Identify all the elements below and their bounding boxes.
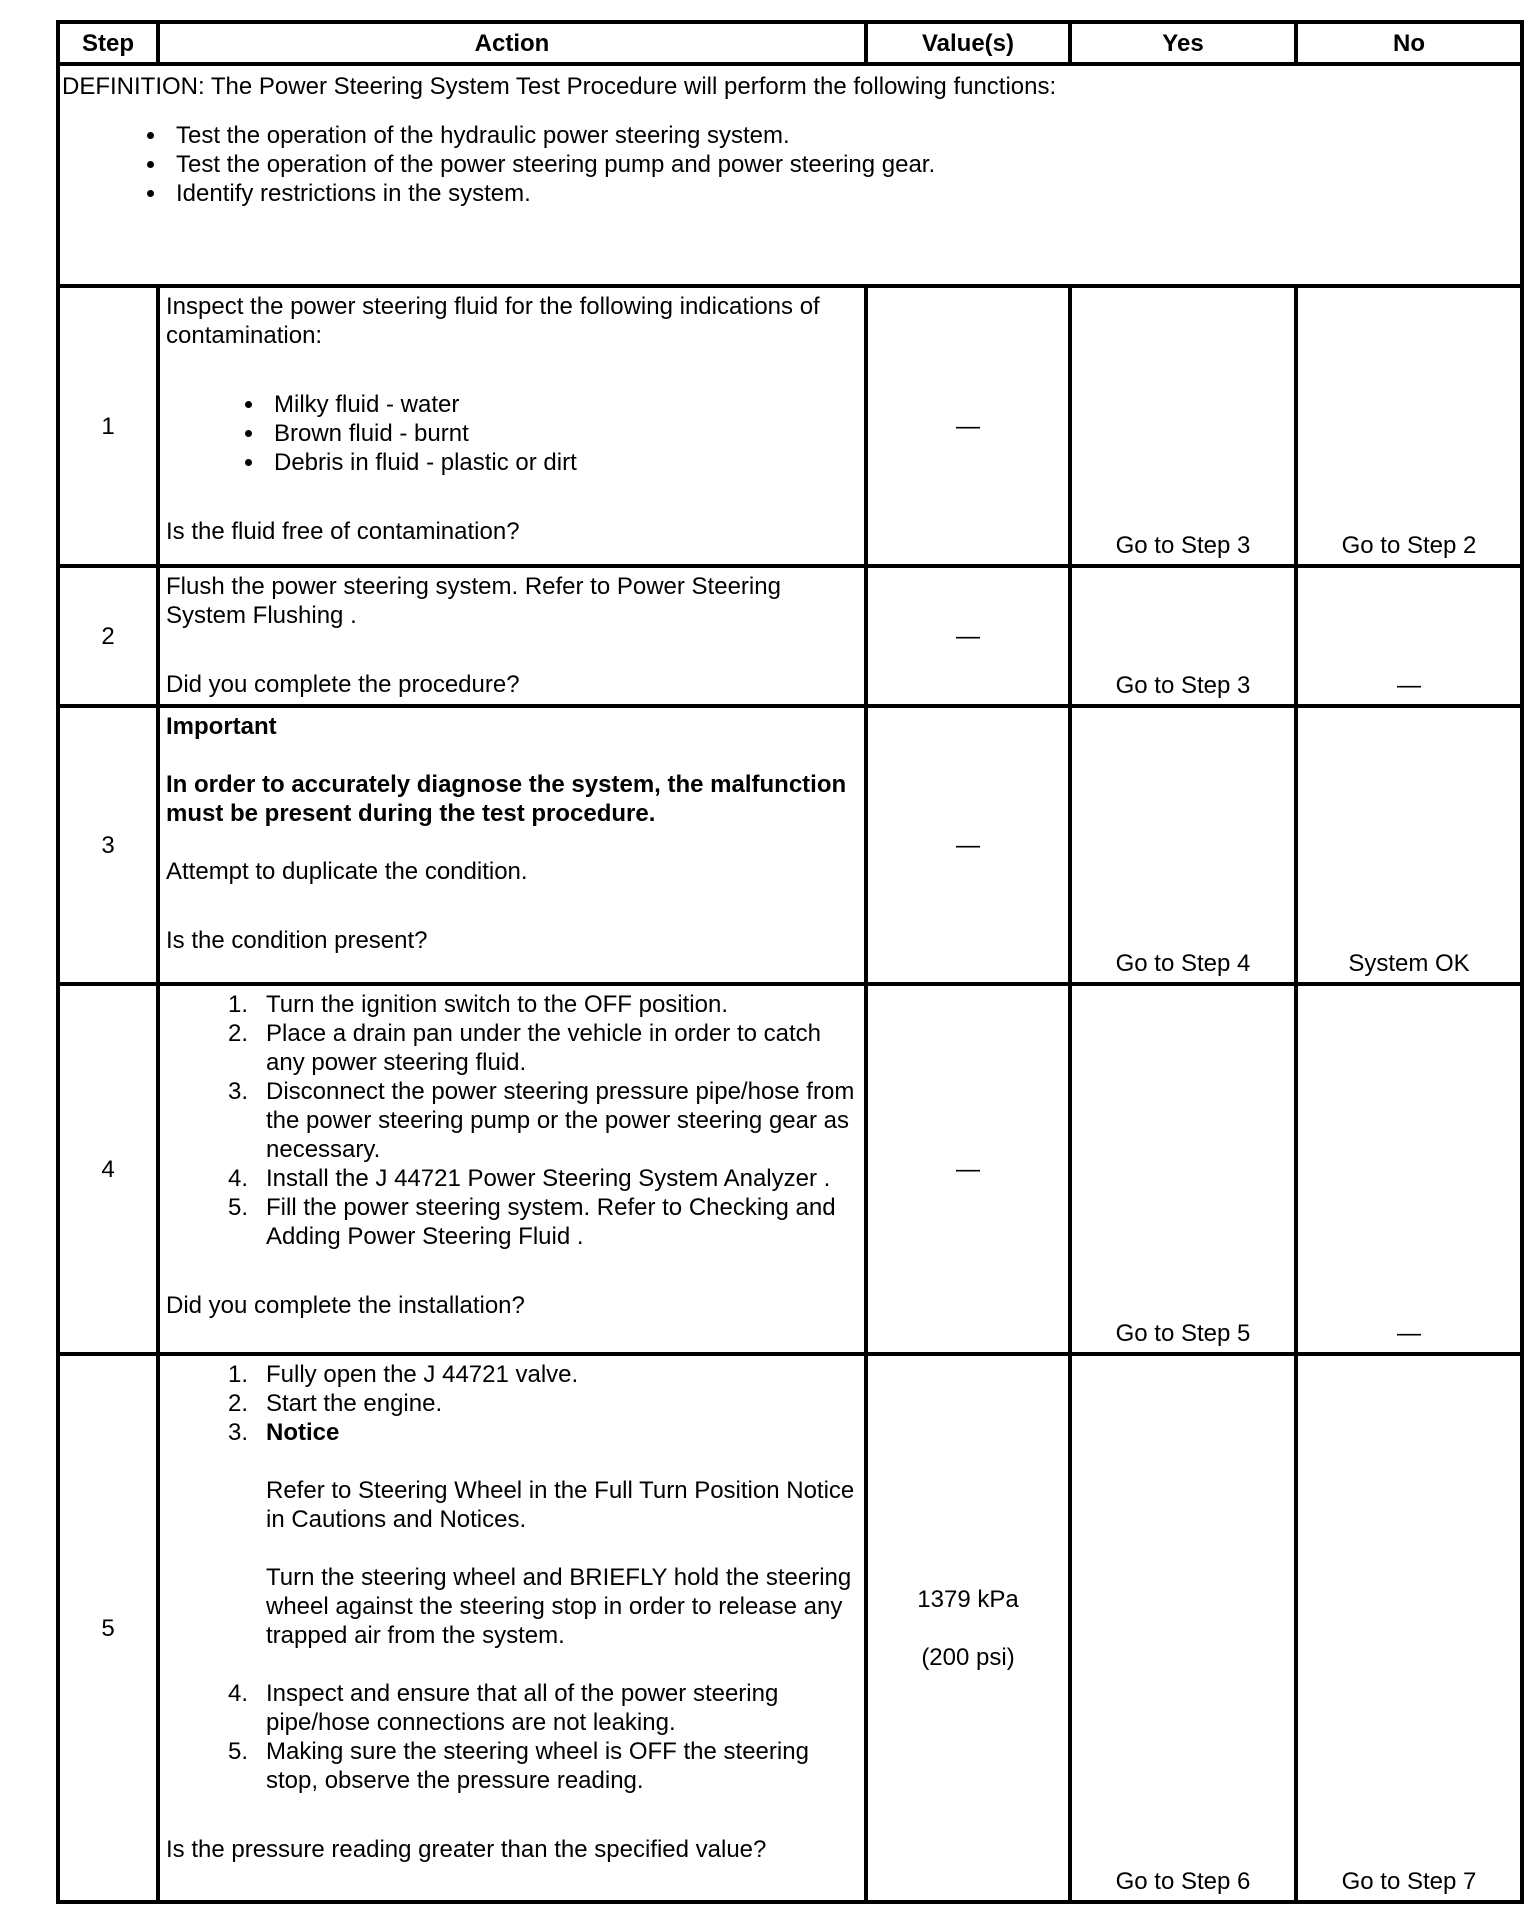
value-cell — [866, 1354, 1070, 1902]
step-row-5 — [58, 1354, 1522, 1902]
definition-item: • Test the operation of the hydraulic power steering system. — [168, 121, 1520, 150]
yes-cell: Go to Step 4 — [1070, 706, 1296, 984]
contamination-item: • Milky fluid - water — [266, 390, 856, 419]
yes-cell: Go to Step 3 — [1070, 566, 1296, 706]
install-step: 3. Disconnect the power steering pressure pipe/hose from the power steering pump or the power steering gear as necessary. — [227, 1078, 855, 1163]
header-values: Value(s) — [866, 22, 1070, 64]
value-cell: — — [866, 984, 1070, 1354]
action-question: Did you complete the installation? — [166, 1292, 525, 1319]
contamination-list — [166, 390, 856, 477]
diagnostic-table — [56, 20, 1524, 1904]
value-cell: — — [866, 566, 1070, 706]
definition-item: • Identify restrictions in the system. — [168, 179, 1520, 208]
action-question: Did you complete the procedure? — [166, 671, 520, 698]
important-heading: Important — [166, 713, 277, 740]
action-text: Attempt to duplicate the condition. — [166, 858, 528, 885]
step-row-2 — [58, 566, 1522, 706]
definition-item: • Test the operation of the power steering pump and power steering gear. — [168, 150, 1520, 179]
step-number: 5 — [58, 1354, 158, 1902]
install-step: 4. Install the J 44721 Power Steering System Analyzer . — [227, 1165, 831, 1192]
action-question: Is the condition present? — [166, 927, 428, 954]
install-steps — [166, 990, 856, 1251]
yes-cell: Go to Step 5 — [1070, 984, 1296, 1354]
definition-list — [62, 121, 1520, 208]
yes-cell: Go to Step 3 — [1070, 286, 1296, 566]
no-cell: — — [1296, 566, 1522, 706]
action-cell — [158, 566, 866, 706]
header-action: Action — [158, 22, 866, 64]
step-number: 1 — [58, 286, 158, 566]
test-step: 4. Inspect and ensure that all of the power steering pipe/hose connections are not leaking. — [227, 1680, 779, 1736]
definition-intro: DEFINITION: The Power Steering System Test Procedure will perform the following functions: — [62, 73, 1057, 100]
install-step: 1. Turn the ignition switch to the OFF position. — [227, 991, 728, 1018]
action-intro: Inspect the power steering fluid for the following indications of contamination: — [166, 293, 820, 349]
action-cell — [158, 706, 866, 984]
no-cell: Go to Step 2 — [1296, 286, 1522, 566]
step-number: 4 — [58, 984, 158, 1354]
install-step: 5. Fill the power steering system. Refer to Checking and Adding Power Steering Fluid . — [227, 1194, 836, 1250]
no-cell: System OK — [1296, 706, 1522, 984]
action-cell — [158, 984, 866, 1354]
pressure-test-steps — [166, 1360, 856, 1795]
test-step: 1. Fully open the J 44721 valve. — [227, 1361, 579, 1388]
header-step: Step — [58, 22, 158, 64]
contamination-item: • Debris in fluid - plastic or dirt — [266, 448, 856, 477]
header-yes: Yes — [1070, 22, 1296, 64]
test-step: 5. Making sure the steering wheel is OFF the steering stop, observe the pressure reading. — [227, 1738, 809, 1794]
value-psi: (200 psi) — [921, 1643, 1015, 1671]
header-row — [58, 22, 1522, 64]
step-row-1 — [58, 286, 1522, 566]
action-question: Is the fluid free of contamination? — [166, 518, 520, 545]
value-kpa: 1379 kPa — [917, 1585, 1019, 1613]
install-step: 2. Place a drain pan under the vehicle in order to catch any power steering fluid. — [227, 1020, 822, 1076]
step-number: 2 — [58, 566, 158, 706]
definition-cell — [58, 64, 1522, 286]
important-text: In order to accurately diagnose the system, the malfunction must be present during the test procedure. — [166, 771, 847, 827]
value-cell: — — [866, 706, 1070, 984]
contamination-item: • Brown fluid - burnt — [266, 419, 856, 448]
no-cell: Go to Step 7 — [1296, 1354, 1522, 1902]
action-text: Flush the power steering system. Refer to Power Steering System Flushing . — [166, 573, 781, 629]
step-number: 3 — [58, 706, 158, 984]
step-row-4 — [58, 984, 1522, 1354]
yes-cell: Go to Step 6 — [1070, 1354, 1296, 1902]
action-cell — [158, 286, 866, 566]
definition-row — [58, 64, 1522, 286]
notice-text: Refer to Steering Wheel in the Full Turn Position Notice in Cautions and Notices. — [266, 1477, 855, 1533]
test-step: 3. Notice Refer to Steering Wheel in the Full Turn Position Notice in Cautions and Notices. Turn the steering wheel and BRIEFLY hold the steering wheel against the steering stop in order to release any trapped air from the system. — [227, 1419, 855, 1649]
action-question: Is the pressure reading greater than the specified value? — [166, 1836, 767, 1863]
no-cell: — — [1296, 984, 1522, 1354]
value-cell: — — [866, 286, 1070, 566]
header-no: No — [1296, 22, 1522, 64]
step-row-3 — [58, 706, 1522, 984]
notice-action: Turn the steering wheel and BRIEFLY hold the steering wheel against the steering stop in order to release any trapped air from the system. — [266, 1564, 852, 1649]
test-step: 2. Start the engine. — [227, 1390, 443, 1417]
notice-heading: Notice — [266, 1419, 340, 1446]
action-cell — [158, 1354, 866, 1902]
